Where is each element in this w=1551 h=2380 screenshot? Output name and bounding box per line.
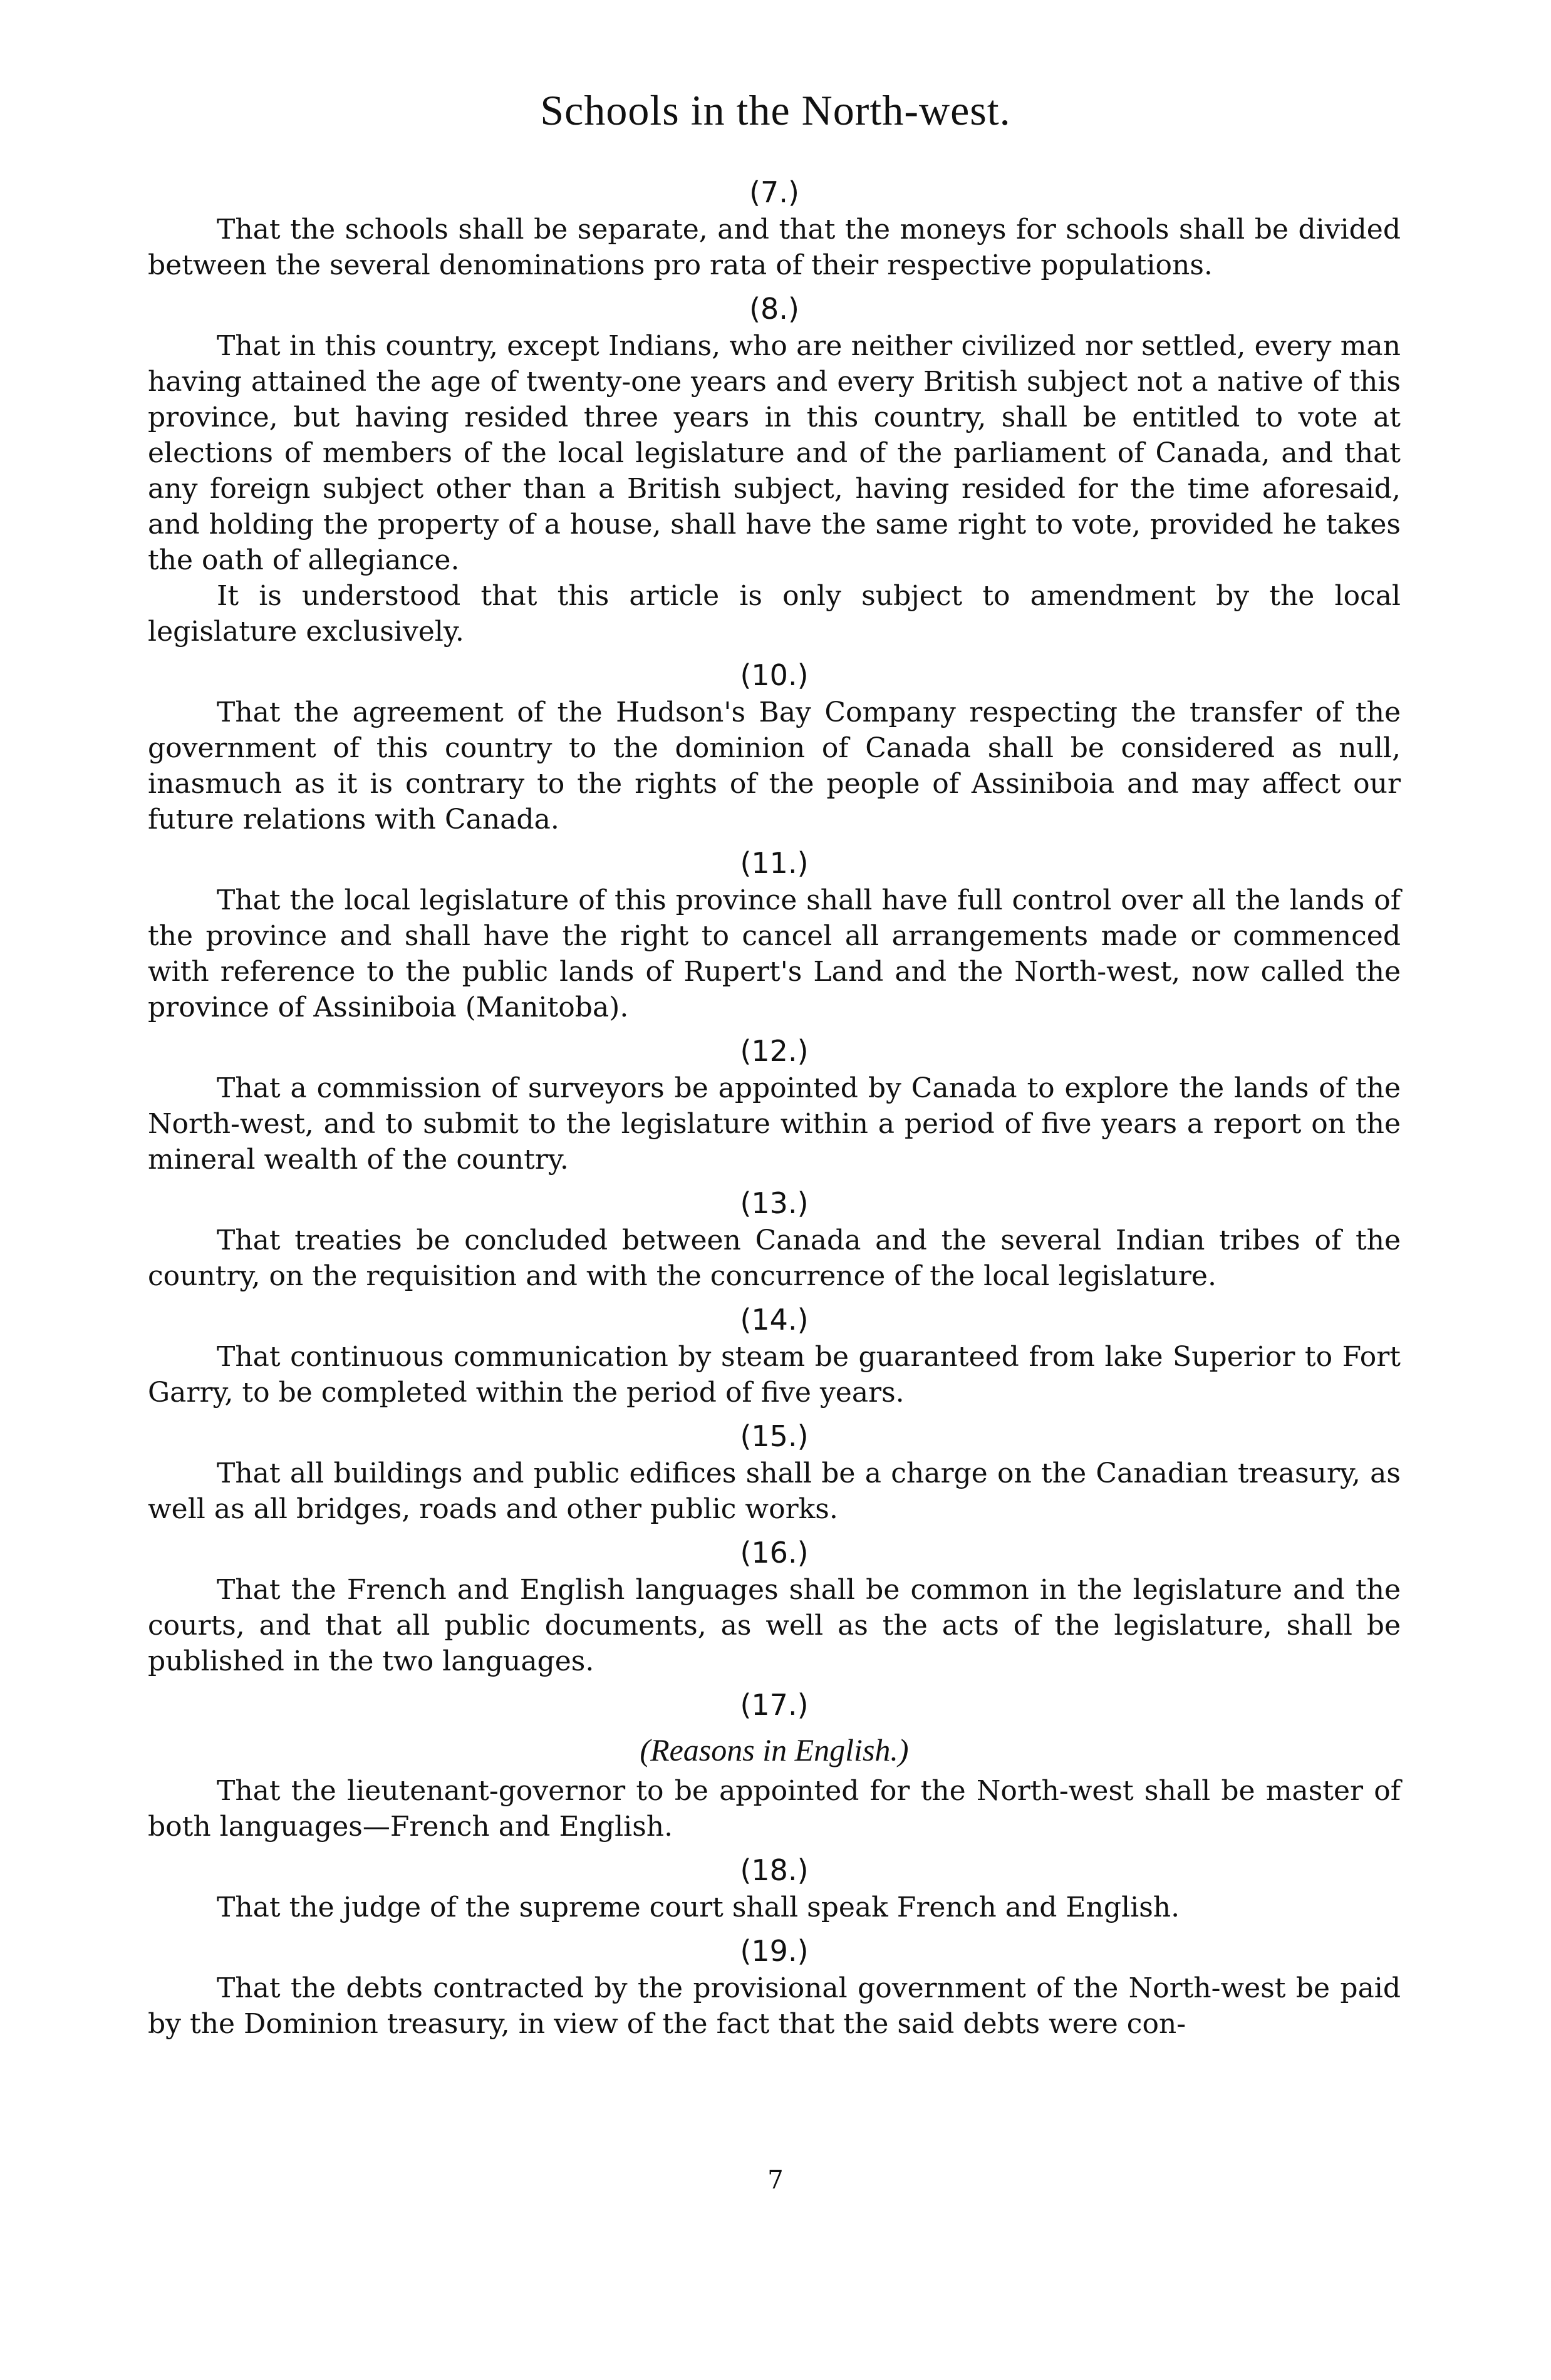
article-text: That the judge of the supreme court shall speak French and English. <box>217 1891 1180 1923</box>
article-number: (14.) <box>740 1303 809 1337</box>
article-subheading: (Reasons in English.) <box>640 1732 909 1767</box>
article-number: (11.) <box>740 846 809 880</box>
article-text: That the lieutenant-governor to be appointed for the North-west shall be master of both languages—French and English. <box>148 1775 1401 1843</box>
article-number: (19.) <box>740 1934 809 1968</box>
article-text: That continuous communication by steam be guaranteed from lake Superior to Fort Garry, to be completed within the period of five years. <box>148 1341 1401 1409</box>
article-text: That the French and English languages shall be common in the legislature and the courts, and that all public documents, as well as the acts of the legislature, shall be published in the two languages. <box>148 1574 1401 1677</box>
article-text: That the agreement of the Hudson's Bay Company respecting the transfer of the government of this country to the dominion of Canada shall be considered as null, inasmuch as it is contrary to the rights of the people of Assiniboia and may affect our future relations with Canada. <box>148 696 1401 836</box>
page-number: 7 <box>767 2166 784 2195</box>
article-number: (18.) <box>740 1853 809 1887</box>
article-text: That the local legislature of this province shall have full control over all the lands of the province and shall have the right to cancel all arrangements made or commenced with reference to the public lands of Rupert's Land and the North-west, now called the province of Assiniboia (Manitoba). <box>148 884 1401 1023</box>
article-number: (8.) <box>749 292 799 326</box>
article-number: (7.) <box>749 175 799 209</box>
article-text: That treaties be concluded between Canada and the several Indian tribes of the country, on the requisition and with the concurrence of the local legislature. <box>148 1224 1401 1292</box>
article-number: (15.) <box>740 1419 809 1453</box>
article-text: That a commission of surveyors be appointed by Canada to explore the lands of the North-west, and to submit to the legislature within a period of five years a report on the mineral wealth of the country. <box>148 1072 1401 1176</box>
article-number: (13.) <box>740 1186 809 1220</box>
page-title: Schools in the North-west. <box>540 86 1011 134</box>
article-text: That the schools shall be separate, and that the moneys for schools shall be divided between the several denominations pro rata of their respective populations. <box>148 214 1401 281</box>
article-number: (16.) <box>740 1536 809 1570</box>
document-body <box>148 170 1401 2048</box>
article-text: That the debts contracted by the provisional government of the North-west be paid by the Dominion treasury, in view of the fact that the said debts were con- <box>148 1972 1401 2040</box>
article-text: That all buildings and public edifices shall be a charge on the Canadian treasury, as well as all bridges, roads and other public works. <box>148 1457 1401 1525</box>
article-number: (10.) <box>740 658 809 692</box>
article-number: (12.) <box>740 1034 809 1068</box>
article-note: It is understood that this article is only subject to amendment by the local legislature exclusively. <box>148 580 1401 648</box>
article-number: (17.) <box>740 1688 809 1722</box>
article-text: That in this country, except Indians, who are neither civilized nor settled, every man having attained the age of twenty-one years and every British subject not a native of this province, but having resided three years in this country, shall be entitled to vote at elections of members of the local legislature and of the parliament of Canada, and that any foreign subject other than a British subject, having resided for the time aforesaid, and holding the property of a house, shall have the same right to vote, provided he takes the oath of allegiance. <box>148 330 1401 576</box>
